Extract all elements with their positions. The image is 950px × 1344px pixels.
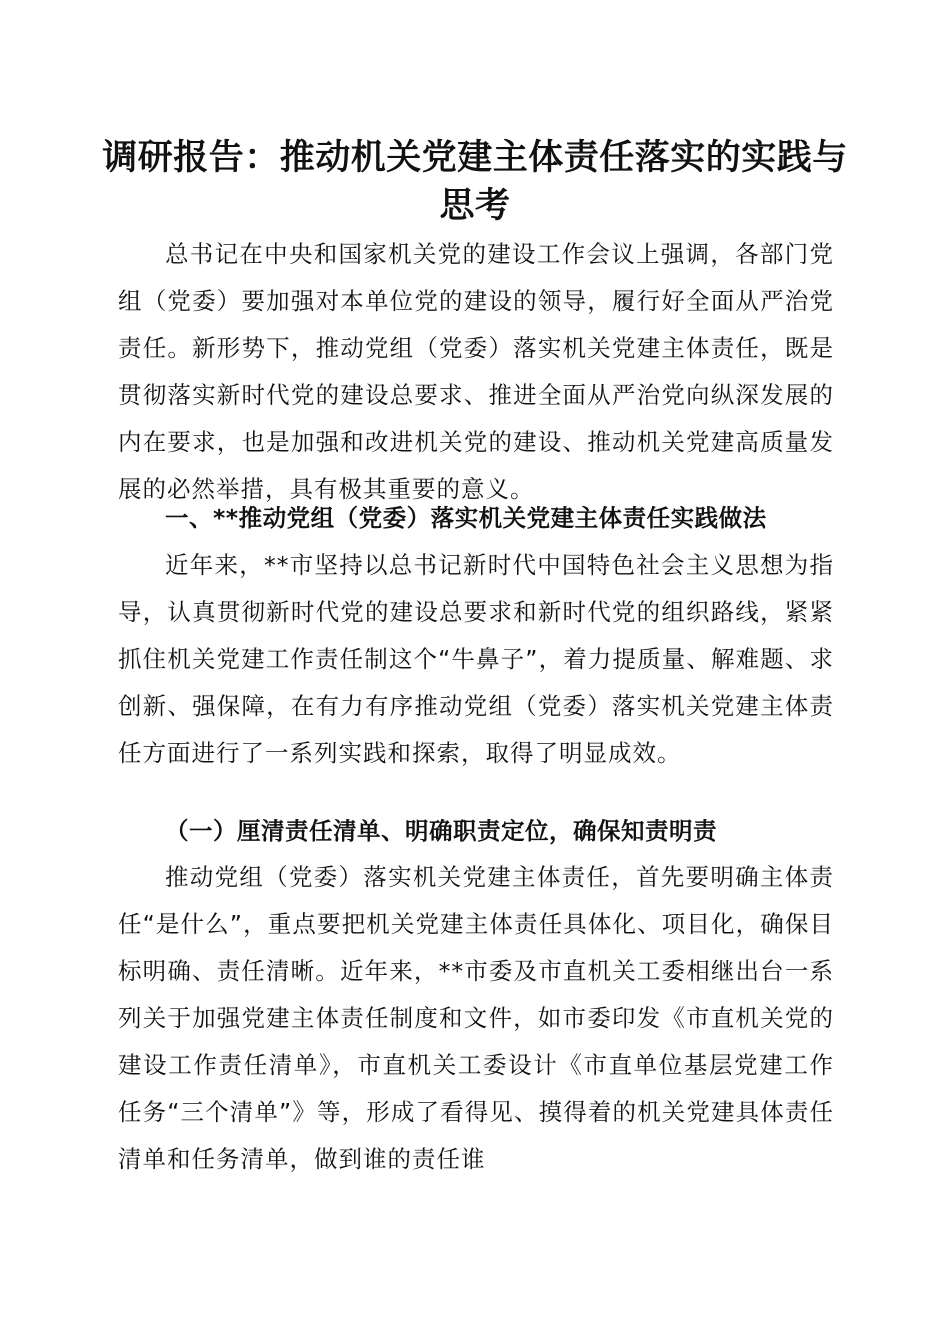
subsection-heading-1: （一）厘清责任清单、明确职责定位，确保知责明责 [165,817,717,845]
intro-paragraph: 总书记在中央和国家机关党的建设工作会议上强调，各部门党组（党委）要加强对本单位党的建设的领导，履行好全面从严治党责任。新形势下，推动党组（党委）落实机关党建主体责任，既是贯彻落实新时代党的建设总要求、推进全面从严治党向纵深发展的内在要求，也是加强和改进机关党的建设、推动机关党建高质量发展的必然举措，具有极其重要的意义。 [118,240,834,503]
subsection-1-paragraph: 推动党组（党委）落实机关党建主体责任，首先要明确主体责任“是什么”，重点要把机关党建主体责任具体化、项目化，确保目标明确、责任清晰。近年来，**市委及市直机关工委相继出台一系列关于加强党建主体责任制度和文件，如市委印发《市直机关党的建设工作责任清单》，市直机关工委设计《市直单位基层党建工作任务“三个清单”》等，形成了看得见、摸得着的机关党建具体责任清单和任务清单，做到谁的责任谁 [118,863,834,1173]
section-1-paragraph: 近年来，**市坚持以总书记新时代中国特色社会主义思想为指导，认真贯彻新时代党的建设总要求和新时代党的组织路线，紧紧抓住机关党建工作责任制这个“牛鼻子”，着力提质量、解难题、求创新、强保障，在有力有序推动党组（党委）落实机关党建主体责任方面进行了一系列实践和探索，取得了明显成效。 [118,551,834,767]
section-heading-1: 一、**推动党组（党委）落实机关党建主体责任实践做法 [165,504,767,532]
document-title: 调研报告：推动机关党建主体责任落实的实践与思考 [102,137,848,226]
